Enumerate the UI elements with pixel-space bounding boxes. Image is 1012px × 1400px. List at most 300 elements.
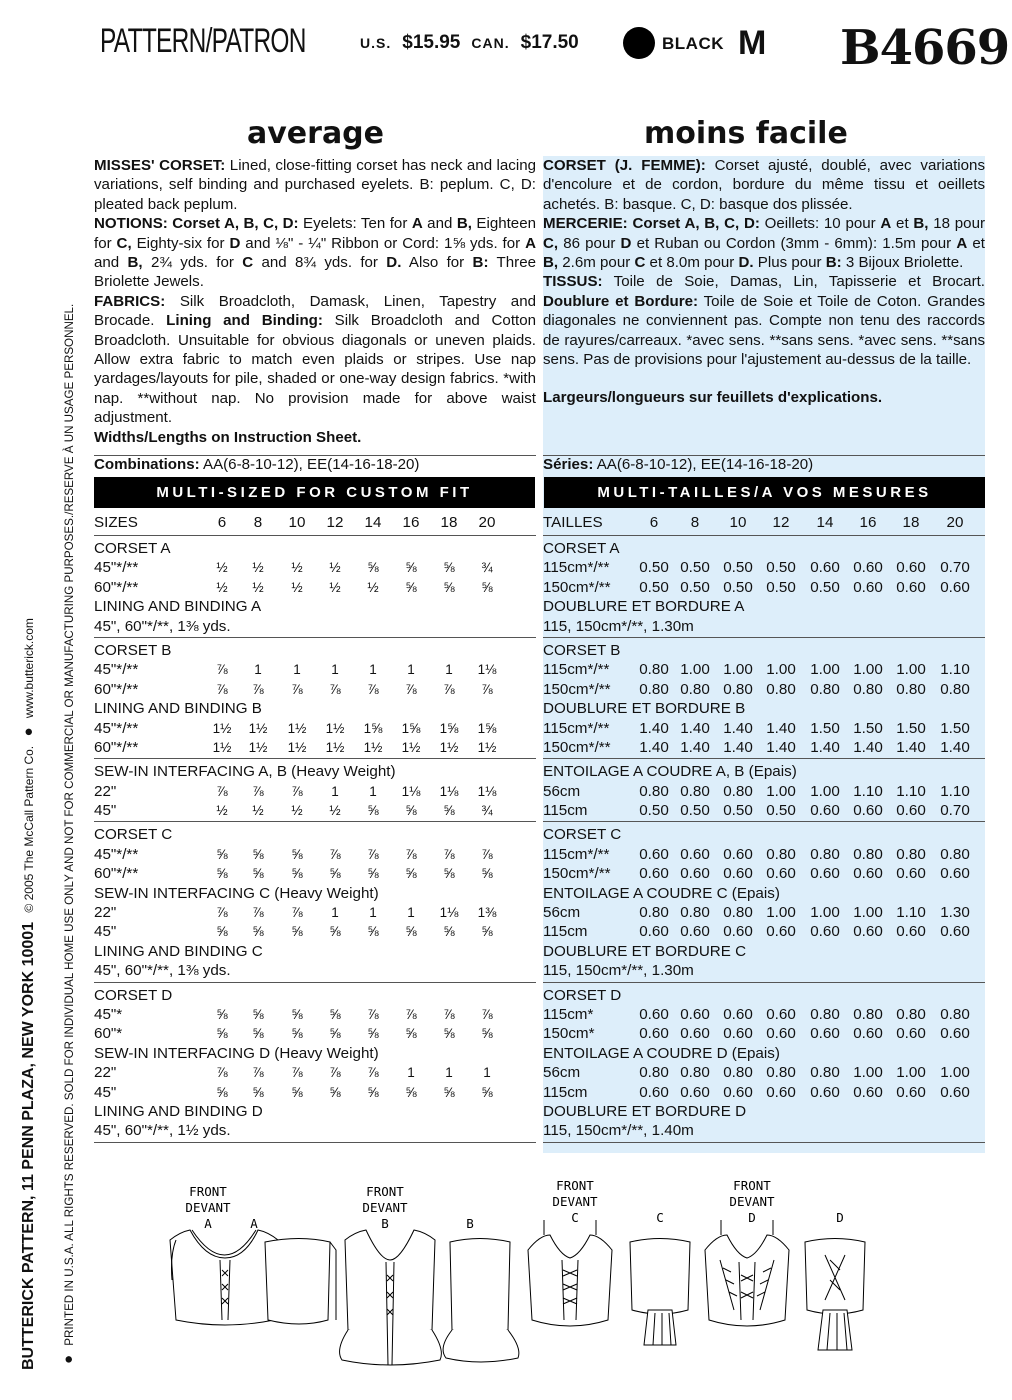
- table-cell: ⅞: [405, 1006, 417, 1022]
- table-cell: 1: [331, 783, 339, 799]
- table-cell: 1.50: [810, 719, 840, 737]
- row-label: 115cm: [543, 802, 588, 820]
- size-heading: 16: [859, 514, 877, 531]
- price-block: [360, 32, 585, 54]
- side-website[interactable]: www.butterick.com: [22, 618, 36, 719]
- table-cell: 1.40: [940, 738, 970, 756]
- row-label: 115cm*/**: [543, 719, 610, 737]
- table-row: [94, 539, 536, 558]
- view-label: C: [571, 1210, 579, 1225]
- table-cell: ½: [252, 560, 264, 576]
- table-cell: 0.60: [853, 559, 883, 577]
- view-back-label: A: [250, 1216, 258, 1231]
- section-bar-en: MULTI-SIZED FOR CUSTOM FIT: [94, 477, 535, 508]
- sizes-header-row: [543, 513, 985, 536]
- pattern-label: PATTERN/PATRON: [100, 22, 306, 60]
- table-cell: ½: [216, 579, 228, 595]
- table-cell: ⅞: [216, 681, 228, 697]
- description-paragraph: MISSES' CORSET: Lined, close-fitting corset has neck and lacing variations, self binding and purchased eyelets. B: peplum. C, D: pleated back peplum.: [94, 157, 536, 213]
- table-cell: 1: [407, 1065, 415, 1081]
- yardage-group: [543, 759, 985, 822]
- table-cell: 0.50: [680, 802, 710, 820]
- table-cell: 0.60: [723, 865, 753, 883]
- table-cell: 1½: [248, 739, 268, 755]
- row-label: 60"*/**: [94, 680, 139, 698]
- table-cell: 1.10: [853, 782, 883, 800]
- view-label: D: [748, 1210, 756, 1225]
- table-cell: 0.80: [810, 845, 840, 863]
- table-cell: 1: [369, 905, 377, 921]
- table-cell: 0.60: [896, 802, 926, 820]
- table-cell: 1: [254, 662, 262, 678]
- row-label: 56cm: [543, 1064, 581, 1082]
- table-cell: 1⅝: [363, 720, 383, 736]
- table-row: [543, 1024, 985, 1043]
- table-row: [94, 961, 536, 980]
- table-cell: 0.60: [853, 578, 883, 596]
- color-label: BLACK: [662, 34, 724, 53]
- table-cell: ⅝: [252, 924, 264, 940]
- table-cell: ⅝: [252, 866, 264, 882]
- table-row: [94, 1083, 536, 1102]
- table-cell: ⅞: [291, 783, 303, 799]
- size-heading: 12: [326, 514, 344, 531]
- table-row: [543, 801, 985, 820]
- color-dot-icon: [623, 27, 655, 59]
- table-cell: 0.80: [940, 1005, 970, 1023]
- table-row: [543, 1102, 985, 1121]
- size-heading: 10: [288, 514, 306, 531]
- row-label: DOUBLURE ET BORDURE B: [543, 700, 746, 718]
- size-heading: 12: [772, 514, 790, 531]
- table-row: [94, 1063, 536, 1082]
- table-cell: ½: [252, 803, 264, 819]
- row-label: LINING AND BINDING A: [94, 598, 262, 616]
- table-cell: 1: [331, 905, 339, 921]
- table-cell: 0.80: [639, 680, 669, 698]
- row-label: 115cm*/**: [543, 661, 610, 679]
- side-legal-2: [60, 140, 77, 1370]
- table-cell: ⅝: [252, 1026, 264, 1042]
- table-cell: 0.80: [766, 680, 796, 698]
- table-cell: 0.60: [723, 1005, 753, 1023]
- table-row: [543, 845, 985, 864]
- table-cell: 0.50: [810, 578, 840, 596]
- table-cell: 0.80: [639, 782, 669, 800]
- row-label: SEW-IN INTERFACING D (Heavy Weight): [94, 1044, 379, 1062]
- difficulty-en: average: [247, 116, 385, 151]
- combinations-en: [94, 455, 536, 473]
- table-cell: 0.80: [723, 782, 753, 800]
- table-cell: ⅞: [367, 1006, 379, 1022]
- view-c-back-drawing: [630, 1239, 690, 1346]
- table-cell: ⅝: [443, 803, 455, 819]
- yardage-group: [543, 536, 985, 638]
- yardage-group: [543, 638, 985, 759]
- view-label: FRONT: [556, 1180, 594, 1193]
- can-label: CAN.: [471, 35, 510, 51]
- table-cell: 0.80: [853, 680, 883, 698]
- table-cell: 0.60: [853, 1083, 883, 1101]
- table-cell: 1⅛: [477, 783, 497, 799]
- table-cell: 1.00: [810, 661, 840, 679]
- bold-term: D: [229, 234, 241, 252]
- table-row: [543, 558, 985, 577]
- row-label: 45": [94, 1083, 117, 1101]
- table-cell: 1.40: [810, 738, 840, 756]
- table-cell: 0.70: [940, 559, 970, 577]
- table-cell: ⅝: [405, 560, 417, 576]
- table-row: [543, 825, 985, 844]
- view-a-back-drawing: [265, 1239, 336, 1325]
- row-label: 45": [94, 802, 117, 820]
- table-row: [94, 762, 536, 781]
- size-heading: 18: [902, 514, 920, 531]
- table-cell: ¾: [481, 560, 493, 576]
- table-row: [543, 762, 985, 781]
- description-paragraph: MERCERIE: Corset A, B, C, D: Oeillets: 10 pour A et B, 18 pour C, 86 pour D et Ruban ou Cordon (3mm - 6mm): 1.5m pour A et B, 2.6m pour C et 8.0m pour D. Plus pour B: 3 Bijoux Briolette.: [543, 215, 985, 272]
- table-cell: 0.60: [810, 802, 840, 820]
- table-cell: 1.40: [766, 738, 796, 756]
- bold-term: C,: [543, 234, 559, 252]
- table-cell: 1.40: [639, 719, 669, 737]
- pattern-number: B4669: [840, 20, 1010, 76]
- table-cell: 1: [407, 905, 415, 921]
- table-row: [543, 922, 985, 941]
- table-cell: 1.00: [766, 904, 796, 922]
- table-row: [94, 903, 536, 922]
- table-cell: 0.60: [766, 1005, 796, 1023]
- view-b-back-drawing: [443, 1239, 519, 1363]
- table-cell: 0.60: [853, 865, 883, 883]
- table-cell: ⅝: [367, 560, 379, 576]
- sizes-label: TAILLES: [543, 514, 603, 531]
- table-cell: 1.00: [940, 1064, 970, 1082]
- view-b-front-drawing: [340, 1230, 442, 1365]
- table-cell: 0.60: [853, 1025, 883, 1043]
- size-letter: M: [738, 24, 767, 62]
- table-row: [94, 617, 536, 636]
- row-label: 60"*/**: [94, 578, 139, 596]
- table-cell: 1.50: [940, 719, 970, 737]
- table-cell: 1⅜: [477, 905, 497, 921]
- table-cell: ½: [367, 579, 379, 595]
- table-cell: 0.60: [639, 845, 669, 863]
- table-cell: 1.40: [723, 719, 753, 737]
- table-cell: 0.60: [810, 1083, 840, 1101]
- row-label: SEW-IN INTERFACING A, B (Heavy Weight): [94, 763, 396, 781]
- table-cell: 0.60: [853, 923, 883, 941]
- view-label: FRONT: [366, 1184, 404, 1199]
- row-label: 150cm*/**: [543, 680, 611, 698]
- table-cell: 1.00: [766, 782, 796, 800]
- row-label: LINING AND BINDING D: [94, 1102, 263, 1120]
- bold-term: A: [411, 215, 423, 233]
- table-cell: ⅝: [216, 924, 228, 940]
- table-cell: ⅞: [291, 1065, 303, 1081]
- bold-term: B,: [456, 215, 472, 233]
- table-row: [94, 1044, 536, 1063]
- table-cell: 0.60: [896, 1083, 926, 1101]
- table-cell: ⅝: [481, 579, 493, 595]
- table-cell: ⅝: [329, 1006, 341, 1022]
- combinations-value: AA(6-8-10-12), EE(14-16-18-20): [199, 456, 420, 473]
- table-row: [94, 782, 536, 801]
- table-row: [94, 801, 536, 820]
- row-label: 45"*/**: [94, 661, 139, 679]
- table-cell: 1⅛: [401, 783, 421, 799]
- table-cell: 1.10: [940, 782, 970, 800]
- table-cell: ⅞: [481, 681, 493, 697]
- table-cell: 0.80: [680, 782, 710, 800]
- view-c-front-drawing: [528, 1220, 612, 1326]
- table-cell: 1.10: [896, 782, 926, 800]
- sizes-header-row: [94, 513, 536, 536]
- table-cell: 0.80: [940, 680, 970, 698]
- combinations-value: AA(6-8-10-12), EE(14-16-18-20): [593, 456, 814, 473]
- table-cell: 0.80: [896, 1005, 926, 1023]
- table-cell: 0.60: [639, 1005, 669, 1023]
- row-label: 45"*: [94, 1005, 123, 1023]
- table-cell: 0.60: [810, 559, 840, 577]
- table-cell: 0.60: [723, 845, 753, 863]
- table-row: [94, 845, 536, 864]
- row-label: 115cm*/**: [543, 845, 610, 863]
- bold-term: A: [525, 234, 537, 252]
- table-cell: 0.80: [680, 904, 710, 922]
- table-cell: 0.60: [940, 1083, 970, 1101]
- description-fr-text: [543, 156, 985, 369]
- row-label: 56cm: [543, 904, 581, 922]
- table-cell: 1.00: [896, 661, 926, 679]
- table-cell: 1.40: [896, 738, 926, 756]
- table-cell: 0.60: [766, 923, 796, 941]
- table-cell: ⅞: [405, 681, 417, 697]
- row-label: 115cm: [543, 1083, 588, 1101]
- table-row: [543, 1063, 985, 1082]
- table-cell: 0.60: [723, 1083, 753, 1101]
- table-cell: ⅞: [367, 681, 379, 697]
- bold-term: MISSES' CORSET:: [94, 157, 226, 174]
- table-row: [94, 558, 536, 577]
- table-cell: 0.80: [810, 680, 840, 698]
- table-cell: 1½: [287, 739, 307, 755]
- yardage-group: [543, 983, 985, 1143]
- table-cell: 1½: [401, 739, 421, 755]
- bold-term: CORSET (J. FEMME):: [543, 157, 706, 174]
- table-cell: ⅝: [405, 1084, 417, 1100]
- table-cell: 0.60: [639, 923, 669, 941]
- row-label: 60"*: [94, 1025, 123, 1043]
- table-row: [543, 641, 985, 660]
- table-cell: ⅞: [367, 846, 379, 862]
- table-cell: 1: [483, 1065, 491, 1081]
- table-cell: ⅝: [405, 924, 417, 940]
- bold-term: D.: [386, 254, 402, 272]
- description-paragraph: TISSUS: Toile de Soie, Damas, Lin, Tapisserie et Brocart. Doublure et Bordure: Toile de Soie et Toile de Coton. Grandes diagonales ne conviennent pas. Compte non tenu des raccords de rayures/carreaux. *avec sens. **sans sens. *avec sens. **sans sens. Pas de provisions pour l'ajustement au-dessus de la taille.: [543, 273, 985, 369]
- table-cell: ⅞: [443, 846, 455, 862]
- table-cell: 1.40: [766, 719, 796, 737]
- row-label: 60"*/**: [94, 738, 139, 756]
- table-row: [94, 699, 536, 718]
- table-cell: 1½: [212, 720, 232, 736]
- table-row: [94, 864, 536, 883]
- table-cell: ⅞: [216, 662, 228, 678]
- table-cell: ⅞: [443, 1006, 455, 1022]
- table-cell: ½: [291, 803, 303, 819]
- table-cell: ⅝: [291, 1006, 303, 1022]
- table-cell: 0.70: [940, 802, 970, 820]
- table-cell: 0.80: [639, 904, 669, 922]
- table-row: [543, 1083, 985, 1102]
- size-heading: 8: [253, 514, 263, 531]
- table-cell: ⅝: [367, 803, 379, 819]
- table-cell: 0.80: [766, 845, 796, 863]
- side-copyright: © 2005 The McCall Pattern Co.: [22, 745, 36, 913]
- table-cell: 0.50: [723, 578, 753, 596]
- table-row: [543, 660, 985, 679]
- row-label: 45"*/**: [94, 719, 139, 737]
- us-label: U.S.: [360, 35, 392, 51]
- table-cell: 0.80: [940, 845, 970, 863]
- table-cell: 1.00: [810, 782, 840, 800]
- table-cell: 0.60: [810, 923, 840, 941]
- table-cell: 1.50: [896, 719, 926, 737]
- table-cell: ⅝: [481, 924, 493, 940]
- row-label: CORSET B: [543, 641, 621, 659]
- view-label: FRONT: [733, 1180, 771, 1193]
- table-row: [543, 864, 985, 883]
- table-cell: ½: [216, 560, 228, 576]
- table-row: [94, 660, 536, 679]
- table-cell: ⅝: [252, 846, 264, 862]
- table-cell: ⅞: [252, 783, 264, 799]
- table-cell: ⅝: [216, 1084, 228, 1100]
- corset-illustrations: [150, 1180, 890, 1390]
- table-cell: 1.10: [896, 904, 926, 922]
- table-cell: ⅝: [291, 846, 303, 862]
- table-cell: 0.50: [766, 578, 796, 596]
- table-cell: ⅝: [443, 579, 455, 595]
- table-row: [543, 578, 985, 597]
- size-heading: 18: [440, 514, 458, 531]
- row-label: 115, 150cm*/**, 1.30m: [543, 617, 694, 635]
- table-cell: ⅞: [252, 681, 264, 697]
- bold-term: NOTIONS: Corset A, B, C, D:: [94, 215, 299, 233]
- table-row: [94, 597, 536, 616]
- table-cell: 1.40: [680, 719, 710, 737]
- difficulty-fr: moins facile: [644, 116, 848, 151]
- size-heading: 6: [217, 514, 227, 531]
- table-cell: ⅞: [329, 681, 341, 697]
- table-cell: 1.00: [766, 661, 796, 679]
- table-row: [94, 884, 536, 903]
- table-row: [543, 782, 985, 801]
- can-price: $17.50: [520, 32, 579, 53]
- row-label: 22": [94, 1064, 117, 1082]
- widths-note-fr: Largeurs/longueurs sur feuillets d'explications.: [543, 389, 883, 407]
- row-label: ENTOILAGE A COUDRE A, B (Epais): [543, 763, 797, 781]
- table-cell: ⅝: [405, 579, 417, 595]
- table-row: [543, 884, 985, 903]
- bold-term: Doublure et Bordure:: [543, 292, 699, 310]
- table-cell: 0.60: [853, 802, 883, 820]
- table-cell: 0.80: [896, 680, 926, 698]
- row-label: 60"*/**: [94, 865, 139, 883]
- table-cell: ½: [291, 560, 303, 576]
- table-cell: 0.60: [723, 1025, 753, 1043]
- table-row: [543, 680, 985, 699]
- row-label: 56cm: [543, 782, 581, 800]
- view-a-front-drawing: [170, 1230, 279, 1325]
- table-cell: 1: [331, 662, 339, 678]
- bullet-icon: ●: [20, 727, 37, 737]
- side-legal: PRINTED IN U.S.A. ALL RIGHTS RESERVED. SOLD FOR INDIVIDUAL HOME USE ONLY AND NOT FOR COMMERCIAL OR MANUFACTURING PURPOSES./RESERVE À UN USAGE PERSONNEL.: [63, 303, 76, 1346]
- bold-term: B,: [127, 254, 143, 272]
- table-cell: 0.60: [940, 865, 970, 883]
- view-label: DEVANT: [362, 1200, 408, 1215]
- view-back-label: C: [656, 1210, 664, 1225]
- table-cell: 1.30: [940, 904, 970, 922]
- table-cell: ⅞: [329, 1065, 341, 1081]
- table-cell: 0.80: [723, 1064, 753, 1082]
- table-cell: 0.80: [853, 845, 883, 863]
- table-cell: 0.80: [680, 1064, 710, 1082]
- table-cell: ⅝: [481, 1026, 493, 1042]
- widths-note-en: Widths/Lengths on Instruction Sheet.: [94, 428, 362, 446]
- us-price: $15.95: [402, 32, 461, 53]
- table-cell: 0.50: [766, 802, 796, 820]
- table-cell: ½: [252, 579, 264, 595]
- table-cell: ⅝: [216, 846, 228, 862]
- table-cell: ¾: [481, 803, 493, 819]
- table-cell: ⅝: [367, 924, 379, 940]
- table-cell: 1.00: [680, 661, 710, 679]
- bold-term: MERCERIE: Corset A, B, C, D:: [543, 215, 760, 233]
- yardage-group: [543, 822, 985, 982]
- table-cell: 1⅛: [439, 783, 459, 799]
- table-cell: 0.60: [766, 1025, 796, 1043]
- table-cell: 1: [369, 662, 377, 678]
- table-cell: 0.80: [896, 845, 926, 863]
- table-cell: 0.60: [896, 923, 926, 941]
- description-en: [94, 156, 536, 447]
- table-cell: ⅝: [367, 1084, 379, 1100]
- table-cell: 0.60: [896, 559, 926, 577]
- table-cell: 0.50: [766, 559, 796, 577]
- table-row: [543, 1121, 985, 1140]
- bold-term: FABRICS:: [94, 292, 166, 310]
- view-label: B: [381, 1216, 389, 1231]
- view-back-label: D: [836, 1210, 844, 1225]
- table-row: [543, 597, 985, 616]
- table-cell: 1: [445, 1065, 453, 1081]
- table-row: [94, 1005, 536, 1024]
- table-cell: ½: [329, 560, 341, 576]
- table-cell: 0.60: [680, 1025, 710, 1043]
- table-cell: ⅝: [291, 1084, 303, 1100]
- view-d-front-drawing: [705, 1220, 789, 1326]
- table-row: [94, 738, 536, 757]
- table-cell: ⅝: [443, 560, 455, 576]
- table-row: [94, 680, 536, 699]
- table-row: [543, 961, 985, 980]
- table-row: [94, 922, 536, 941]
- table-cell: ⅝: [216, 866, 228, 882]
- table-cell: 1⅝: [439, 720, 459, 736]
- row-label: 45"*/**: [94, 559, 139, 577]
- description-paragraph: CORSET (J. FEMME): Corset ajusté, doublé, avec variations d'encolure et de cordon, bordure du même tissu et oeillets achetés. B: basque. C, D: basque dos plissée.: [543, 157, 985, 213]
